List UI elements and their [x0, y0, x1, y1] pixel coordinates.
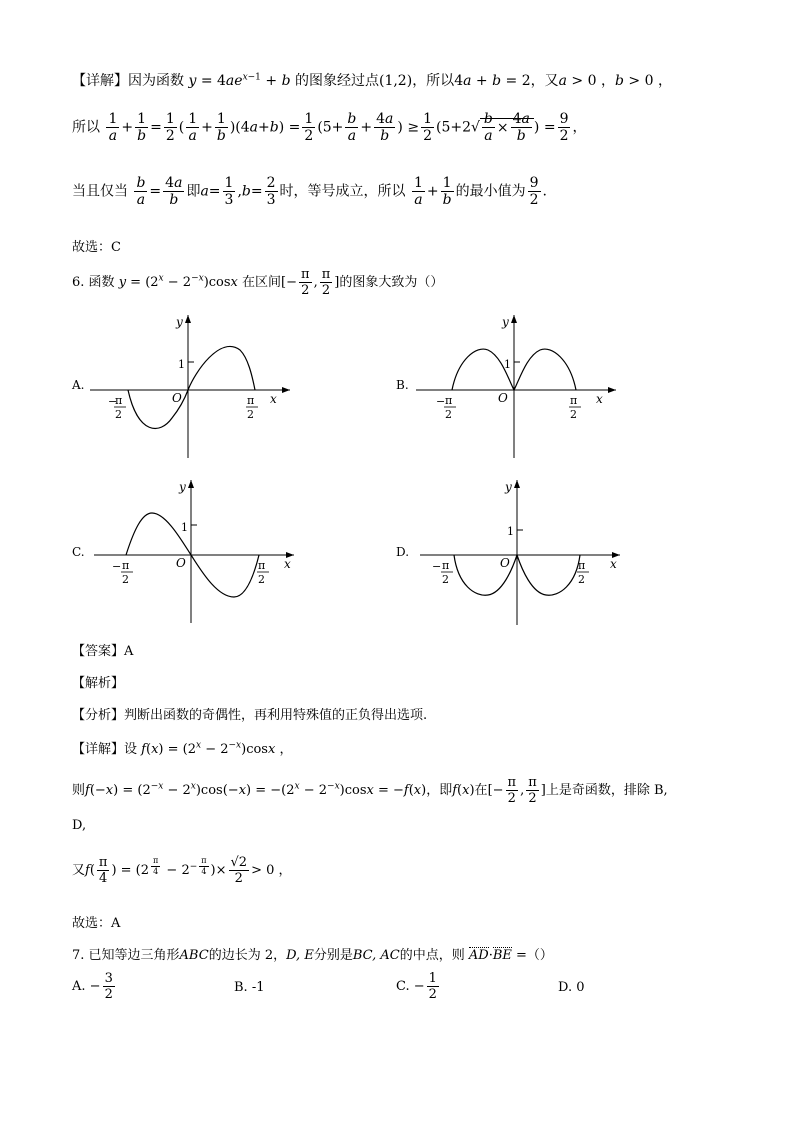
q6-choose: 故选：A [72, 916, 121, 931]
text: 设 [124, 742, 138, 757]
text: 即 [186, 183, 201, 200]
graph-option-b [416, 310, 626, 460]
q6-stem: 6. 函数 $y = (2^x - 2^{-x})\cos x$ 在区间[− $\frac{\pi}{2}$ , $\frac{\pi}{2}$ ]的图象大致为（） [72, 267, 444, 298]
q6-check-line: 又f( $\frac{\pi}{4}$ ) = (2 $^{\frac{\pi}{4}}$ − $2^{- \frac{\pi}{4}}$ )× $\frac{√2}{2}$ > 0 ， [72, 855, 292, 886]
graph-option-a [90, 310, 300, 460]
svg-text:2: 2 [445, 408, 452, 421]
svg-text:x: x [284, 557, 291, 571]
q6-d-line: D, [72, 818, 87, 833]
text: ，又 [530, 73, 559, 89]
svg-text:−: − [432, 560, 442, 573]
text: C. [396, 979, 410, 994]
text: 上是奇函数，排除 B, [545, 783, 668, 798]
svg-text:O: O [500, 556, 510, 570]
svg-text:1: 1 [504, 358, 511, 371]
text: A. [72, 979, 86, 994]
text: 在 [474, 783, 488, 798]
q6-odd-line: 则$f(-x) = (2^{-x} - 2^x)\cos(-x) = -(2^x - 2^{-x})\cos x = -f(x)$，即f(x)在[− $\frac{\pi}{2}$ , $\frac{\pi}{2}$ ]上是奇函数，排除 B, [72, 775, 668, 806]
q5-choose: 故选：C [72, 240, 121, 255]
text: 当且仅当 [72, 183, 128, 200]
q5-detail-line: 【详解】因为函数 $y = 4ae^{x-1} + b$ 的图象经过点(1,2)，所以4a + b = 2，又a > 0 ，b > 0 ， [72, 72, 672, 89]
svg-text:π: π [258, 559, 266, 572]
detail-tag: 【详解】 [72, 742, 125, 757]
svg-text:x: x [270, 392, 277, 406]
option-c-label[interactable]: C. [72, 545, 85, 559]
text: D, E [286, 948, 314, 963]
text: 因为函数 [128, 73, 184, 89]
q7-option-c[interactable]: C. − $\frac{1}{2}$ [396, 971, 437, 1002]
text: 判断出函数的奇偶性，再利用特殊值的正负得出选项. [124, 708, 428, 723]
option-b-label[interactable]: B. [396, 378, 409, 392]
q7-option-b[interactable] [234, 980, 265, 995]
svg-text:π: π [115, 394, 123, 407]
svg-text:π: π [445, 394, 453, 407]
text: 0 [576, 980, 585, 995]
svg-text:1: 1 [181, 521, 188, 534]
svg-text:π: π [578, 559, 586, 572]
text: 的图象经过点 [294, 73, 379, 89]
text: BC, AC [352, 948, 400, 963]
svg-text:O: O [176, 556, 186, 570]
text: 的最小值为 [455, 183, 526, 200]
svg-text:2: 2 [578, 573, 585, 586]
q5-inequality-line: 所以 $\frac{1}{a}$ + $\frac{1}{b}$ = $\frac{1}{2}$ ( $\frac{1}{a}$ + $\frac{1}{b}$ )(4a+b) = $\frac{1}{2}$ (5+ $\frac{b}{a}$ + $\frac{4a}{b}$ ) ≥ $\frac{1}{2}$ (5+2√ $\frac{b}{a}$ × $\frac{4a}{b}$ ) = $\frac{9}{2}$ ， [72, 111, 587, 144]
svg-text:y: y [179, 480, 186, 494]
text: 6. 函数 [72, 275, 115, 290]
q6-analysis-tag: 【解析】 [72, 676, 125, 691]
q7-option-d[interactable] [558, 980, 585, 995]
text: 则 [72, 783, 86, 798]
svg-text:−: − [436, 395, 446, 408]
svg-text:2: 2 [115, 408, 122, 421]
svg-text:2: 2 [122, 573, 129, 586]
svg-text:y: y [176, 315, 183, 329]
text: 时，等号成立，所以 [279, 183, 406, 200]
svg-text:π: π [442, 559, 450, 572]
svg-text:1: 1 [178, 358, 185, 371]
detail-tag: 【详解】 [72, 73, 128, 89]
svg-text:π: π [247, 394, 255, 407]
svg-text:y: y [502, 315, 509, 329]
text: 在区间 [242, 275, 282, 290]
text: ，所以 [412, 73, 455, 89]
text: ABC [179, 948, 209, 963]
svg-text:1: 1 [507, 525, 514, 538]
text: 又 [72, 863, 86, 878]
text: -1 [251, 980, 265, 995]
svg-text:O: O [172, 391, 182, 405]
svg-text:π: π [570, 394, 578, 407]
q6-answer: A [124, 644, 134, 659]
svg-text:O: O [498, 391, 508, 405]
svg-text:2: 2 [247, 408, 254, 421]
text: 分别是 [313, 948, 353, 963]
svg-text:2: 2 [570, 408, 577, 421]
option-d-label[interactable]: D. [396, 545, 410, 559]
q5-equality-line: 当且仅当 $\frac{b}{a}$ = $\frac{4a}{b}$ 即a= $\frac{1}{3}$ ,b= $\frac{2}{3}$ 时，等号成立，所以 $\frac{1}{a}$ + $\frac{1}{b}$ 的最小值为 $\frac{9}{2}$ . [72, 175, 547, 208]
text: 的中点，则 [399, 948, 465, 963]
q6-detail-line: 【详解】设 $f(x) = (2^x - 2^{-x})\cos x$ ， [72, 740, 293, 757]
text: 7. 已知等边三角形 [72, 948, 180, 963]
answer-tag: 【答案】 [72, 644, 125, 659]
q7-stem: 7. 已知等边三角形ABC的边长为 2，D, E分别是BC, AC的中点，则 AD·BE =（） [72, 948, 553, 963]
svg-text:2: 2 [442, 573, 449, 586]
graph-option-d [420, 475, 630, 630]
svg-text:−: − [108, 395, 118, 408]
text: ，即 [426, 783, 453, 798]
text: （） [526, 948, 553, 963]
text: 的边长为 2， [208, 948, 287, 963]
q6-method-line [72, 704, 427, 723]
option-a-label[interactable]: A. [72, 378, 85, 392]
svg-text:y: y [505, 480, 512, 494]
graph-option-c [94, 475, 304, 625]
svg-text:x: x [596, 392, 603, 406]
text: D. [558, 980, 573, 995]
text: 所以 [72, 119, 100, 136]
svg-text:x: x [610, 557, 617, 571]
svg-text:2: 2 [258, 573, 265, 586]
q6-answer-line [72, 640, 133, 659]
text: B. [234, 980, 248, 995]
svg-text:−: − [112, 560, 122, 573]
method-tag: 【分析】 [72, 708, 125, 723]
q7-option-a[interactable]: A. − $\frac{3}{2}$ [72, 971, 113, 1002]
text: 的图象大致为（） [339, 275, 444, 290]
svg-text:π: π [122, 559, 130, 572]
